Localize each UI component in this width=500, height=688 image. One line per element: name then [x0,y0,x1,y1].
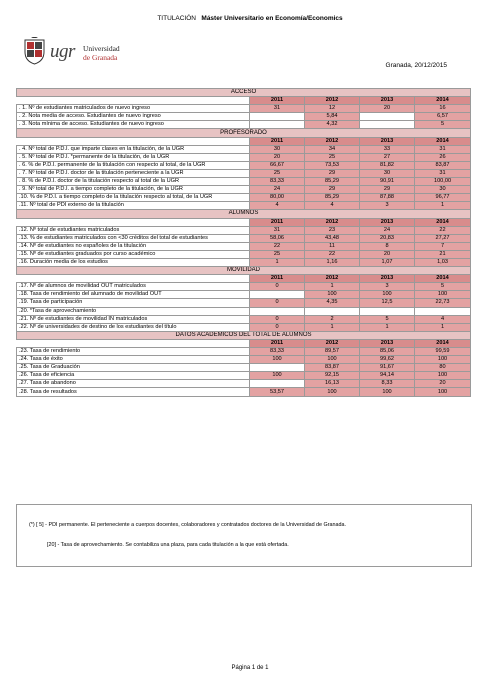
indicator-value: 85,06 [360,348,415,356]
indicator-value: 53,57 [250,388,305,396]
indicator-value: 29 [305,186,360,194]
indicator-value: 6,57 [415,113,471,121]
indicator-value: 4 [415,315,471,323]
note-utilization-rate: [20] - Tasa de aprovechamiento. Se contabiliza una plaza, para cada titulación a la que está ofertada. [47,542,289,548]
indicator-value: 16,13 [305,380,360,388]
indicator-value: 66,67 [250,161,305,169]
indicator-value: 23 [305,226,360,234]
indicator-value: 1,03 [415,258,471,266]
year-header-spacer [17,275,250,283]
indicator-label: .22. Nº de universidades de destino de los estudiantes del título [17,323,250,331]
indicator-value: 7 [415,242,471,250]
year-header-spacer [17,137,250,145]
indicator-value: 83,87 [415,161,471,169]
table-row [17,234,471,242]
indicator-label: . 2. Nota media de acceso. Estudiantes de nuevo ingreso [17,113,250,121]
indicator-value: 100 [415,372,471,380]
indicator-value: 31 [250,105,305,113]
indicator-value: 100 [305,388,360,396]
indicator-value: 58,06 [250,234,305,242]
indicator-value: 1 [305,323,360,331]
indicator-value [360,307,415,315]
section-header [17,129,471,137]
indicator-value: 29 [305,169,360,177]
note-permanent-staff: (*) [ 5] - PDI permanente. El perteneciente a cuerpos docentes, colaboradores y contratados doctores de la Universidad de Granada. [29,522,347,528]
table-row [17,169,471,177]
table-row [17,291,471,299]
indicator-value: 31 [415,169,471,177]
indicator-value: 3 [360,283,415,291]
indicator-value: 1,07 [360,258,415,266]
indicator-value: 30 [250,145,305,153]
indicator-value: 24 [360,226,415,234]
indicator-value: 26 [415,153,471,161]
year-header-cell: 2014 [415,218,471,226]
year-header-cell: 2012 [305,137,360,145]
indicator-value: 20 [250,153,305,161]
table-row [17,153,471,161]
indicator-value: 20 [360,105,415,113]
indicator-label: .13. % de estudiantes matriculados con <30 créditos del total de estudiantes [17,234,250,242]
indicator-value: 100 [305,356,360,364]
indicator-value: 85,29 [305,178,360,186]
indicator-label: .17. Nº de alumnos de movilidad OUT matriculados [17,283,250,291]
indicator-value [250,291,305,299]
indicator-label: .12. Nº total de estudiantes matriculados [17,226,250,234]
year-header-spacer [17,218,250,226]
table-row [17,186,471,194]
indicator-value: 100 [415,356,471,364]
indicator-value: 1 [360,323,415,331]
indicator-value: 16 [415,105,471,113]
section-header [17,267,471,275]
table-row [17,364,471,372]
year-header-row [17,218,471,226]
indicator-value: 5 [360,315,415,323]
indicator-value: 4,35 [305,299,360,307]
section-title: ACCESO [17,89,471,97]
indicator-value: 20 [360,250,415,258]
year-header-cell: 2011 [250,137,305,145]
header-label: TITULACIÓN [157,15,196,22]
indicator-value: 0 [250,299,305,307]
indicator-label: .14. Nº de estudiantes no españoles de la titulación [17,242,250,250]
indicator-value: 83,33 [250,178,305,186]
year-header-row [17,97,471,105]
indicator-value: 1 [415,202,471,210]
indicator-value [360,113,415,121]
year-header-row [17,339,471,347]
indicator-value: 22 [305,250,360,258]
indicator-label: . 3. Nota mínima de acceso. Estudiantes de nuevo ingreso [17,121,250,129]
indicator-label: . 1. Nº de estudiantes matriculados de nuevo ingreso [17,105,250,113]
table-row [17,113,471,121]
table-row [17,380,471,388]
year-header-cell: 2013 [360,339,415,347]
table-row [17,242,471,250]
indicator-value: 100 [415,388,471,396]
logo-ugr: ugr [50,41,75,62]
year-header-cell: 2011 [250,275,305,283]
table-row [17,250,471,258]
indicator-label: .27. Tasa de abandono [17,380,250,388]
table-row [17,226,471,234]
table-row [17,299,471,307]
indicator-value: 90,91 [360,178,415,186]
indicator-value [305,307,360,315]
section-title: ALUMNOS [17,210,471,218]
indicator-value: 4 [250,202,305,210]
indicator-value: 83,87 [305,364,360,372]
indicator-value [250,364,305,372]
indicator-value: 20 [415,380,471,388]
indicator-label: .16. Duración media de los estudios [17,258,250,266]
table-row [17,323,471,331]
indicator-value: 27,27 [415,234,471,242]
logo-line-2: de Granada [83,53,118,62]
indicator-value: 8 [360,242,415,250]
year-header-row [17,137,471,145]
notes-box [16,504,472,567]
indicator-value: 22 [250,242,305,250]
section-header [17,89,471,97]
table-row [17,307,471,315]
indicator-value: 0 [250,315,305,323]
year-header-row [17,275,471,283]
indicator-label: .15. Nº de estudiantes graduados por curso académico [17,250,250,258]
year-header-cell: 2012 [305,275,360,283]
indicator-value [250,307,305,315]
indicator-value: 24 [250,186,305,194]
year-header-cell: 2013 [360,275,415,283]
year-header-spacer [17,97,250,105]
indicator-value: 22 [415,226,471,234]
indicator-label: .18. Tasa de rendimiento del alumnado de movilidad OUT [17,291,250,299]
indicator-value: 33 [360,145,415,153]
indicator-value: 89,57 [305,348,360,356]
indicator-label: .24. Tasa de éxito [17,356,250,364]
indicator-value: 1 [305,283,360,291]
year-header-spacer [17,339,250,347]
indicator-label: .19. Tasa de participación [17,299,250,307]
indicator-value: 1,16 [305,258,360,266]
indicator-value: 1 [415,323,471,331]
indicator-value: 87,88 [360,194,415,202]
indicator-label: . 8. % de P.D.I. doctor de la titulación respecto al total de la UGR [17,178,250,186]
report-date: Granada, 20/12/2015 [385,62,447,69]
indicator-value: 80 [415,364,471,372]
indicator-value [360,121,415,129]
year-header-cell: 2011 [250,339,305,347]
table-row [17,121,471,129]
indicator-label: . 6. % de P.D.I. permanente de la titulación con respecto al total, de la UGR [17,161,250,169]
indicator-value: 25 [250,250,305,258]
indicator-value: 91,67 [360,364,415,372]
document-header [0,15,500,22]
year-header-cell: 2014 [415,275,471,283]
year-header-cell: 2012 [305,218,360,226]
indicator-value: 12 [305,105,360,113]
indicator-value: 31 [250,226,305,234]
indicator-value: 100 [250,356,305,364]
year-header-cell: 2013 [360,97,415,105]
page-number: Página 1 de 1 [231,665,269,671]
indicator-value: 30 [415,186,471,194]
year-header-cell: 2014 [415,137,471,145]
indicator-value: 73,53 [305,161,360,169]
crest-icon [23,37,46,65]
section-title: PROFESORADO [17,129,471,137]
table-row [17,372,471,380]
indicator-value: 5 [415,121,471,129]
indicator-label: .10. % de P.D.I. a tiempo completo de la titulación respecto al total, de la UGR [17,194,250,202]
year-header-cell: 2014 [415,339,471,347]
indicator-value: 3 [360,202,415,210]
indicator-value: 21 [415,250,471,258]
university-logo [23,37,128,67]
indicator-value: 1 [250,258,305,266]
indicator-value [250,380,305,388]
section-title: MOVILIDAD [17,267,471,275]
indicator-value: 31 [415,145,471,153]
indicator-value: 100 [360,388,415,396]
table-row [17,178,471,186]
indicator-value: 85,29 [305,194,360,202]
indicator-value: 20,83 [360,234,415,242]
indicator-value: 5,84 [305,113,360,121]
indicator-value: 100 [415,291,471,299]
indicator-value: 22,73 [415,299,471,307]
section-title: DATOS ACADÉMICOS DEL TOTAL DE ALUMNOS [17,331,471,339]
indicator-value: 4 [305,202,360,210]
indicator-value: 83,33 [250,348,305,356]
section-header [17,331,471,339]
year-header-cell: 2011 [250,97,305,105]
year-header-cell: 2012 [305,339,360,347]
table-row [17,356,471,364]
indicator-value: 96,77 [415,194,471,202]
indicator-label: .21. Nº de estudiantes de movilidad IN matriculados [17,315,250,323]
indicator-value: 12,5 [360,299,415,307]
indicator-value: 5 [415,283,471,291]
indicator-value: 81,82 [360,161,415,169]
indicator-label: .25. Tasa de Graduación [17,364,250,372]
indicator-value: 27 [360,153,415,161]
indicators-table [16,88,471,397]
indicator-value: 92,15 [305,372,360,380]
indicator-label: .28. Tasa de resultados [17,388,250,396]
table-row [17,283,471,291]
indicator-label: . 4. Nº total de P.D.I. que imparte clases en la titulación, de la UGR [17,145,250,153]
table-row [17,388,471,396]
indicator-value: 0 [250,283,305,291]
indicator-value: 25 [305,153,360,161]
indicator-value: 100 [360,291,415,299]
indicator-value: 100 [250,372,305,380]
table-row [17,315,471,323]
indicator-value: 30 [360,169,415,177]
indicator-value: 2 [305,315,360,323]
indicator-value: 43,48 [305,234,360,242]
logo-line-1: Universidad [83,44,120,53]
indicator-value: 29 [360,186,415,194]
year-header-cell: 2014 [415,97,471,105]
indicator-label: .11. Nº total de PDI externo de la titulación [17,202,250,210]
indicator-value: 11 [305,242,360,250]
table-row [17,161,471,169]
table-row [17,348,471,356]
indicator-label: .26. Tasa de eficiencia [17,372,250,380]
table-row [17,202,471,210]
indicator-value: 80,00 [250,194,305,202]
indicator-value: 34 [305,145,360,153]
indicator-value: 8,33 [360,380,415,388]
indicator-value: 4,32 [305,121,360,129]
indicator-value: 100 [305,291,360,299]
indicator-value: 99,62 [360,356,415,364]
indicator-value: 0 [250,323,305,331]
indicator-value [250,121,305,129]
program-name: Máster Universitario en Economía/Economics [201,15,343,22]
indicator-value: 99,59 [415,348,471,356]
year-header-cell: 2012 [305,97,360,105]
table-row [17,105,471,113]
indicator-value [415,307,471,315]
indicator-label: . 7. Nº total de P.D.I. doctor de la titulación perteneciente a la UGR [17,169,250,177]
table-row [17,145,471,153]
year-header-cell: 2013 [360,137,415,145]
indicator-value: 25 [250,169,305,177]
indicator-label: .20. *Tasa de aprovechamiento [17,307,250,315]
indicator-label: .23. Tasa de rendimiento [17,348,250,356]
table-row [17,194,471,202]
indicator-value: 100,00 [415,178,471,186]
indicator-label: . 9. Nº total de P.D.I. a tiempo completo de la titulación, de la UGR [17,186,250,194]
year-header-cell: 2011 [250,218,305,226]
table-row [17,258,471,266]
indicator-label: . 5. Nº total de P.D.I. *permanente de la titulación, de la UGR [17,153,250,161]
year-header-cell: 2013 [360,218,415,226]
section-header [17,210,471,218]
indicator-value: 94,14 [360,372,415,380]
indicator-value [250,113,305,121]
